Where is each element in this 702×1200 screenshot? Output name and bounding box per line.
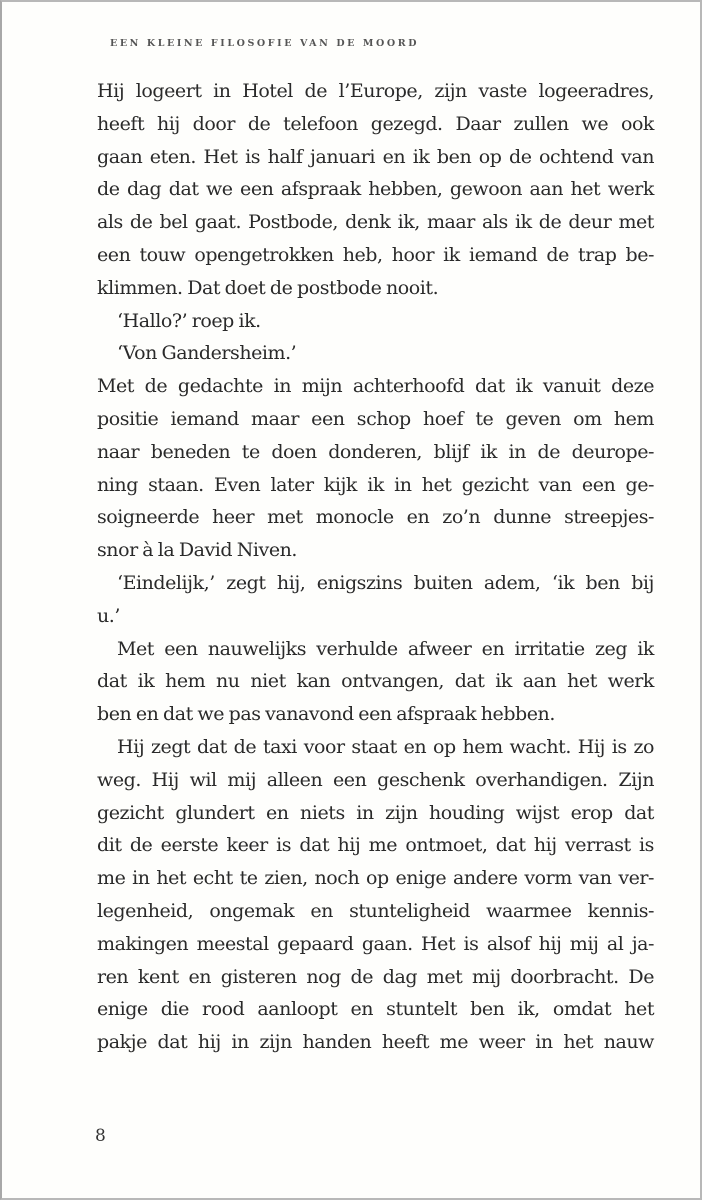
text-line: ren kent en gisteren nog de dag met mij doorbracht. De <box>97 965 654 988</box>
text-line: enige die rood aanloopt en stuntelt ben ik, omdat het <box>97 998 654 1021</box>
text-line: ben en dat we pas vanavond een afspraak hebben. <box>97 703 555 726</box>
text-line: gezicht glundert en niets in zijn houding wijst erop dat <box>97 801 654 824</box>
running-head: EEN KLEINE FILOSOFIE VAN DE MOORD <box>110 38 420 49</box>
text-line: ‘Von Gandersheim.’ <box>117 342 297 365</box>
text-line: Hij logeert in Hotel de l’Europe, zijn vaste logeeradres, <box>97 80 654 102</box>
text-line: positie iemand maar een schop hoef te geven om hem <box>97 407 654 430</box>
text-line: u.’ <box>97 604 120 627</box>
text-line: heeft hij door de telefoon gezegd. Daar zullen we ook <box>97 112 654 135</box>
text-line: Met een nauwelijks verhulde afweer en irritatie zeg ik <box>117 637 654 660</box>
text-line: ‘Eindelijk,’ zegt hij, enigszins buiten adem, ‘ik ben bij <box>117 571 654 594</box>
text-line: dit de eerste keer is dat hij me ontmoet, dat hij verrast is <box>97 834 654 857</box>
text-line: me in het echt te zien, noch op enige andere vorm van ver- <box>97 867 654 890</box>
text-line: dat ik hem nu niet kan ontvangen, dat ik aan het werk <box>97 670 654 693</box>
text-line: soigneerde heer met monocle en zo’n dunne streepjes- <box>97 506 654 529</box>
text-line: naar beneden te doen donderen, blijf ik in de deurope- <box>97 440 654 463</box>
text-line: Hij zegt dat de taxi voor staat en op hem wacht. Hij is zo <box>117 735 654 758</box>
text-line: als de bel gaat. Postbode, denk ik, maar als ik de deur met <box>97 211 654 234</box>
text-line: de dag dat we een afspraak hebben, gewoon aan het werk <box>97 178 654 201</box>
text-line: pakje dat hij in zijn handen heeft me weer in het nauw <box>97 1031 654 1054</box>
body-text <box>97 75 654 1059</box>
text-line: Met de gedachte in mijn achterhoofd dat ik vanuit deze <box>97 375 654 398</box>
text-line: ‘Hallo?’ roep ik. <box>117 309 261 332</box>
text-line: een touw opengetrokken heb, hoor ik iemand de trap be- <box>97 243 654 266</box>
text-line: ning staan. Even later kijk ik in het gezicht van een ge- <box>97 473 654 496</box>
page-number: 8 <box>95 1126 106 1146</box>
text-line: gaan eten. Het is half januari en ik ben op de ochtend van <box>97 145 654 168</box>
text-line: klimmen. Dat doet de postbode nooit. <box>97 276 439 299</box>
text-line: makingen meestal gepaard gaan. Het is alsof hij mij al ja- <box>97 932 654 955</box>
text-line: weg. Hij wil mij alleen een geschenk overhandigen. Zijn <box>97 768 654 791</box>
text-line: legenheid, ongemak en stunteligheid waarmee kennis- <box>97 899 654 922</box>
text-line: snor à la David Niven. <box>97 539 297 562</box>
